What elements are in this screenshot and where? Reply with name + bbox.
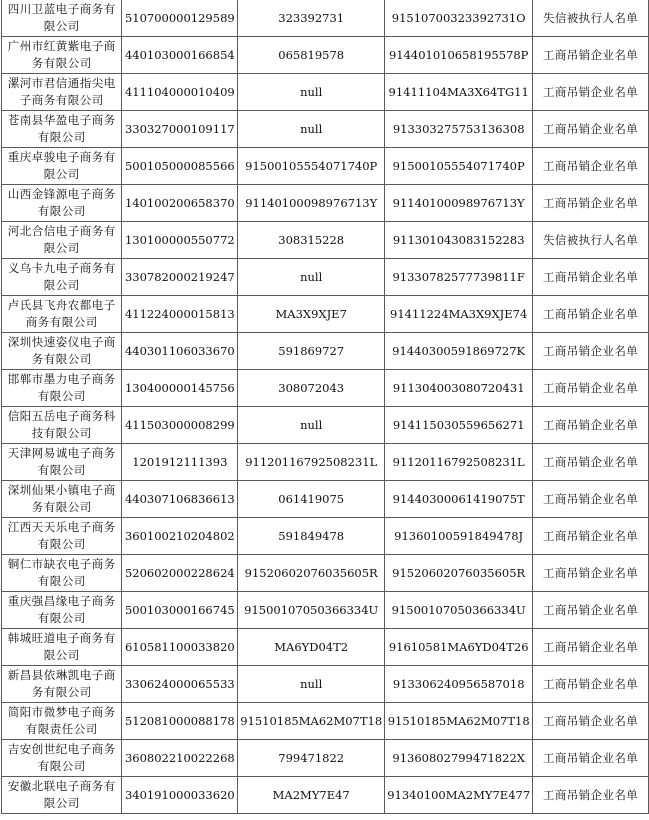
credit-code-cell: 913306240956587018: [385, 666, 533, 703]
credit-code-cell: 91610581MA6YD04T26: [385, 629, 533, 666]
table-row: [2, 333, 649, 370]
organization-code-cell: 91500105554071740P: [238, 148, 385, 185]
list-type-cell: 工商吊销企业名单: [533, 407, 649, 444]
list-type-cell: 工商吊销企业名单: [533, 74, 649, 111]
company-records-table: [1, 0, 649, 814]
credit-code-cell: 91340100MA2MY7E477: [385, 777, 533, 814]
registration-number-cell: 360100210204802: [122, 518, 238, 555]
company-name-cell: 深圳快速姿仪电子商务有限公司: [2, 333, 122, 370]
company-name-cell: 韩城旺道电子商务有限公司: [2, 629, 122, 666]
list-type-cell: 工商吊销企业名单: [533, 518, 649, 555]
table-row: [2, 111, 649, 148]
list-type-cell: 工商吊销企业名单: [533, 592, 649, 629]
table-row: [2, 777, 649, 814]
company-name-cell: 四川卫蓝电子商务有限公司: [2, 0, 122, 37]
credit-code-cell: 91411224MA3X9XJE74: [385, 296, 533, 333]
registration-number-cell: 1201912111393: [122, 444, 238, 481]
table-row: [2, 296, 649, 333]
table-row: [2, 370, 649, 407]
list-type-cell: 工商吊销企业名单: [533, 777, 649, 814]
list-type-cell: 工商吊销企业名单: [533, 259, 649, 296]
organization-code-cell: 91140100098976713Y: [238, 185, 385, 222]
company-name-cell: 义乌卡九电子商务有限公司: [2, 259, 122, 296]
organization-code-cell: null: [238, 407, 385, 444]
table-row: [2, 518, 649, 555]
registration-number-cell: 411503000008299: [122, 407, 238, 444]
credit-code-cell: 91510700323392731O: [385, 0, 533, 37]
organization-code-cell: 591849478: [238, 518, 385, 555]
registration-number-cell: 500105000085566: [122, 148, 238, 185]
table-row: [2, 407, 649, 444]
list-type-cell: 工商吊销企业名单: [533, 296, 649, 333]
company-name-cell: 卢氏县飞舟农都电子商务有限公司: [2, 296, 122, 333]
company-name-cell: 广州市红黄紫电子商务有限公司: [2, 37, 122, 74]
organization-code-cell: MA3X9XJE7: [238, 296, 385, 333]
credit-code-cell: 91360802799471822X: [385, 740, 533, 777]
list-type-cell: 工商吊销企业名单: [533, 703, 649, 740]
credit-code-cell: 91140100098976713Y: [385, 185, 533, 222]
registration-number-cell: 330624000065533: [122, 666, 238, 703]
company-name-cell: 苍南县华盈电子商务有限公司: [2, 111, 122, 148]
credit-code-cell: 91120116792508231L: [385, 444, 533, 481]
organization-code-cell: null: [238, 111, 385, 148]
table-row: [2, 555, 649, 592]
organization-code-cell: 799471822: [238, 740, 385, 777]
company-name-cell: 漯河市君信通指尖电子商务有限公司: [2, 74, 122, 111]
table-row: [2, 740, 649, 777]
registration-number-cell: 440307106836613: [122, 481, 238, 518]
registration-number-cell: 340191000033620: [122, 777, 238, 814]
organization-code-cell: null: [238, 666, 385, 703]
credit-code-cell: 91440300061419075T: [385, 481, 533, 518]
company-name-cell: 吉安创世纪电子商务有限公司: [2, 740, 122, 777]
company-name-cell: 江西天天乐电子商务有限公司: [2, 518, 122, 555]
organization-code-cell: 308315228: [238, 222, 385, 259]
registration-number-cell: 330327000109117: [122, 111, 238, 148]
credit-code-cell: 911301043083152283: [385, 222, 533, 259]
list-type-cell: 失信被执行人名单: [533, 0, 649, 37]
organization-code-cell: 308072043: [238, 370, 385, 407]
organization-code-cell: null: [238, 74, 385, 111]
list-type-cell: 工商吊销企业名单: [533, 37, 649, 74]
registration-number-cell: 330782000219247: [122, 259, 238, 296]
organization-code-cell: 91510185MA62M07T18: [238, 703, 385, 740]
list-type-cell: 工商吊销企业名单: [533, 111, 649, 148]
registration-number-cell: 411104000010409: [122, 74, 238, 111]
registration-number-cell: 140100200658370: [122, 185, 238, 222]
list-type-cell: 工商吊销企业名单: [533, 370, 649, 407]
table-row: [2, 185, 649, 222]
table-row: [2, 74, 649, 111]
credit-code-cell: 91500105554071740P: [385, 148, 533, 185]
credit-code-cell: 911304003080720431: [385, 370, 533, 407]
registration-number-cell: 360802210022268: [122, 740, 238, 777]
organization-code-cell: 91500107050366334U: [238, 592, 385, 629]
table-row: [2, 444, 649, 481]
credit-code-cell: 914401010658195578P: [385, 37, 533, 74]
credit-code-cell: 91411104MA3X64TG11: [385, 74, 533, 111]
company-name-cell: 邯郸市墨力电子商务有限公司: [2, 370, 122, 407]
organization-code-cell: 065819578: [238, 37, 385, 74]
list-type-cell: 工商吊销企业名单: [533, 444, 649, 481]
organization-code-cell: MA6YD04T2: [238, 629, 385, 666]
registration-number-cell: 520602000228624: [122, 555, 238, 592]
table-row: [2, 222, 649, 259]
registration-number-cell: 510700000129589: [122, 0, 238, 37]
registration-number-cell: 440103000166854: [122, 37, 238, 74]
credit-code-cell: 91510185MA62M07T18: [385, 703, 533, 740]
company-name-cell: 山西金锋源电子商务有限公司: [2, 185, 122, 222]
list-type-cell: 工商吊销企业名单: [533, 740, 649, 777]
table-row: [2, 592, 649, 629]
company-name-cell: 信阳五岳电子商务科技有限公司: [2, 407, 122, 444]
list-type-cell: 工商吊销企业名单: [533, 481, 649, 518]
organization-code-cell: 323392731: [238, 0, 385, 37]
organization-code-cell: 91520602076035605R: [238, 555, 385, 592]
organization-code-cell: 91120116792508231L: [238, 444, 385, 481]
table-row: [2, 259, 649, 296]
list-type-cell: 工商吊销企业名单: [533, 148, 649, 185]
organization-code-cell: 061419075: [238, 481, 385, 518]
credit-code-cell: 91520602076035605R: [385, 555, 533, 592]
company-name-cell: 新昌县依琳凯电子商务有限公司: [2, 666, 122, 703]
table-row: [2, 666, 649, 703]
table-row: [2, 629, 649, 666]
company-name-cell: 河北合信电子商务有限公司: [2, 222, 122, 259]
company-name-cell: 深圳仙果小镇电子商务有限公司: [2, 481, 122, 518]
company-name-cell: 简阳市微梦电子商务有限责任公司: [2, 703, 122, 740]
credit-code-cell: 914115030559656271: [385, 407, 533, 444]
table-row: [2, 37, 649, 74]
table-row: [2, 148, 649, 185]
credit-code-cell: 913303275753136308: [385, 111, 533, 148]
registration-number-cell: 440301106033670: [122, 333, 238, 370]
credit-code-cell: 91500107050366334U: [385, 592, 533, 629]
table-row: [2, 703, 649, 740]
company-name-cell: 天津网易诚电子商务有限公司: [2, 444, 122, 481]
credit-code-cell: 91360100591849478J: [385, 518, 533, 555]
list-type-cell: 失信被执行人名单: [533, 222, 649, 259]
list-type-cell: 工商吊销企业名单: [533, 666, 649, 703]
company-name-cell: 安徽北联电子商务有限公司: [2, 777, 122, 814]
company-name-cell: 重庆卓骏电子商务有限公司: [2, 148, 122, 185]
registration-number-cell: 411224000015813: [122, 296, 238, 333]
list-type-cell: 工商吊销企业名单: [533, 555, 649, 592]
table-row: [2, 481, 649, 518]
registration-number-cell: 500103000166745: [122, 592, 238, 629]
registration-number-cell: 512081000088178: [122, 703, 238, 740]
company-name-cell: 重庆强昌缘电子商务有限公司: [2, 592, 122, 629]
list-type-cell: 工商吊销企业名单: [533, 629, 649, 666]
company-name-cell: 铜仁市缺衣电子商务有限公司: [2, 555, 122, 592]
table-row: [2, 0, 649, 37]
organization-code-cell: 591869727: [238, 333, 385, 370]
list-type-cell: 工商吊销企业名单: [533, 333, 649, 370]
table-body: [2, 0, 649, 814]
credit-code-cell: 91330782577739811F: [385, 259, 533, 296]
organization-code-cell: null: [238, 259, 385, 296]
credit-code-cell: 91440300591869727K: [385, 333, 533, 370]
list-type-cell: 工商吊销企业名单: [533, 185, 649, 222]
registration-number-cell: 130400000145756: [122, 370, 238, 407]
registration-number-cell: 130100000550772: [122, 222, 238, 259]
organization-code-cell: MA2MY7E47: [238, 777, 385, 814]
registration-number-cell: 610581100033820: [122, 629, 238, 666]
